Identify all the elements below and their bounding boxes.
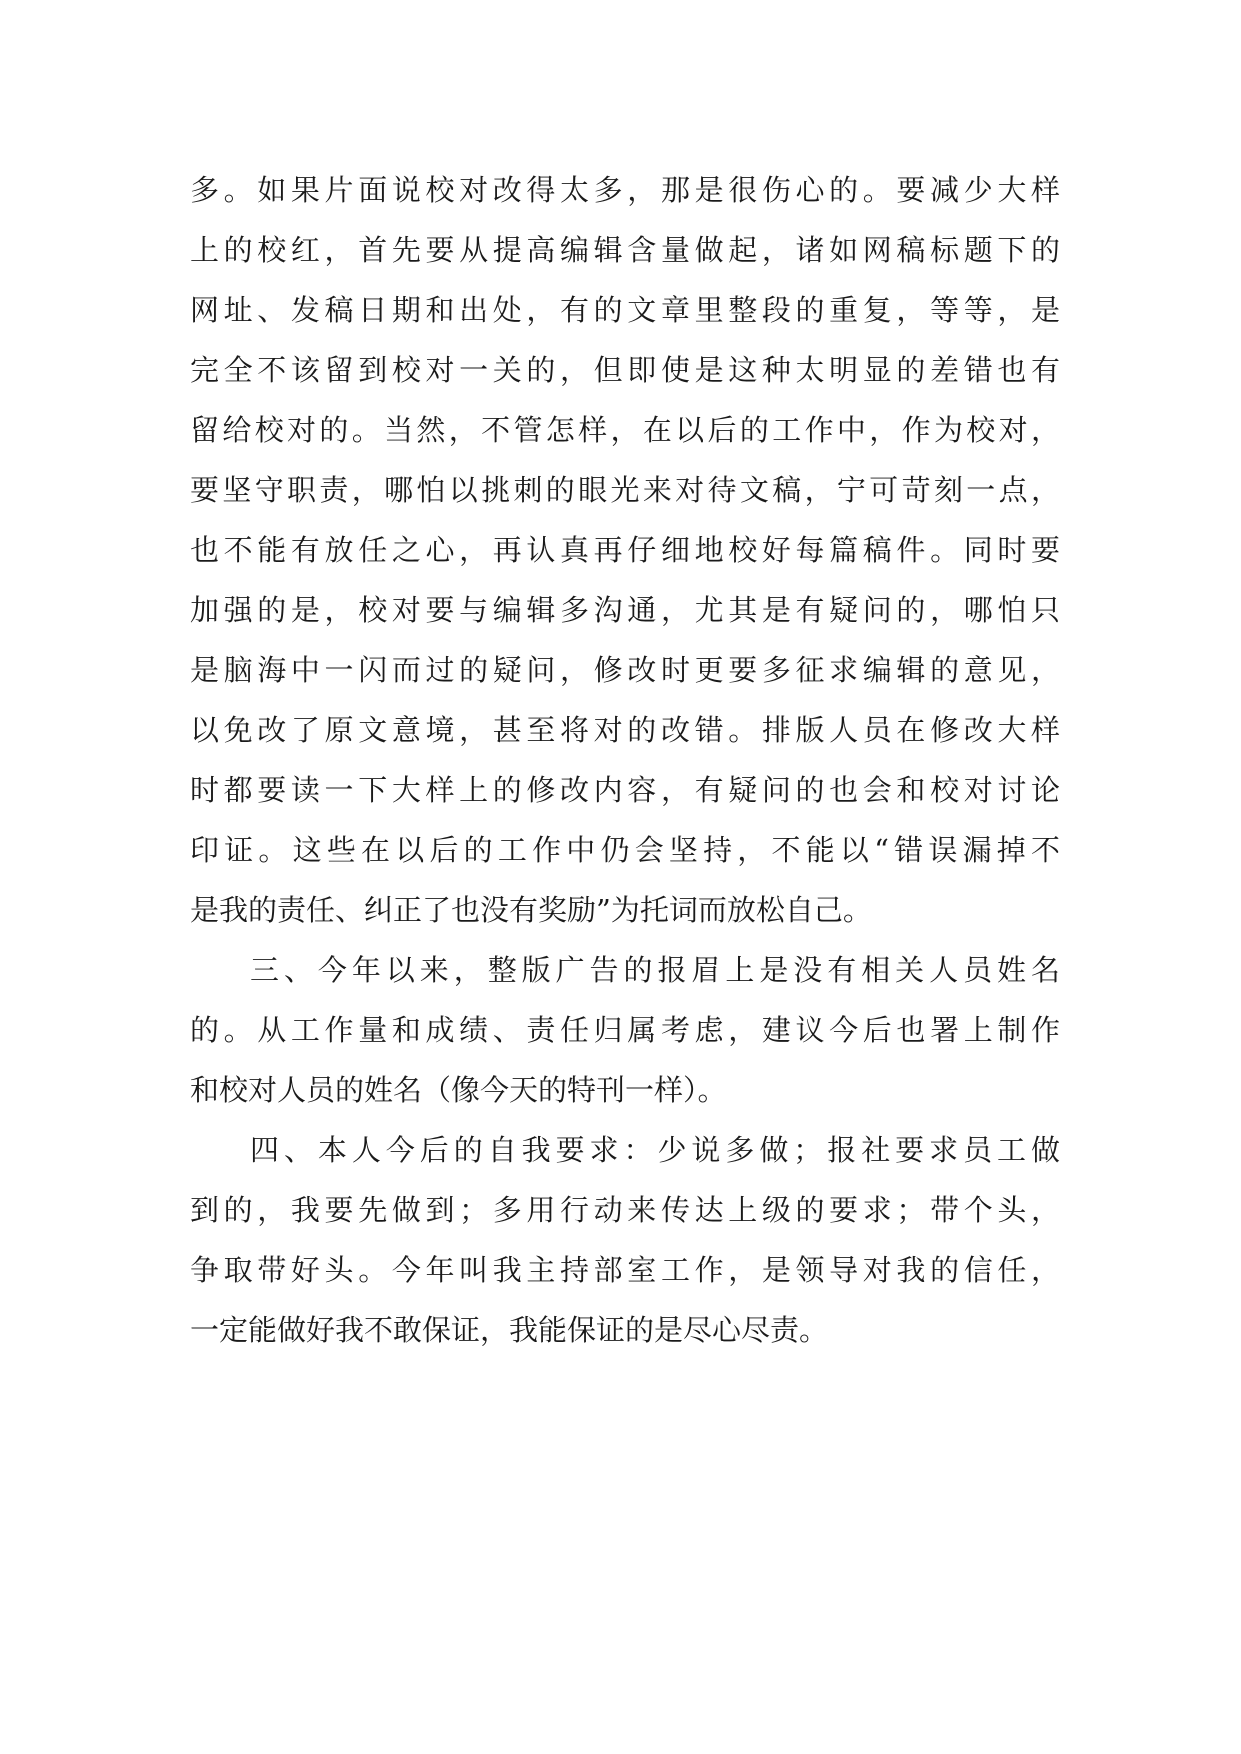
text-line: 一定能做好我不敢保证，我能保证的是尽心尽责。 bbox=[190, 1313, 829, 1347]
text-line: 留给校对的。当然，不管怎样，在以后的工作中，作为校对， bbox=[190, 413, 1060, 447]
text-line: 网址、发稿日期和出处，有的文章里整段的重复，等等，是 bbox=[190, 293, 1060, 327]
text-line: 多。如果片面说校对改得太多，那是很伤心的。要减少大样 bbox=[190, 173, 1060, 207]
text-line: 要坚守职责，哪怕以挑刺的眼光来对待文稿，宁可苛刻一点， bbox=[190, 473, 1060, 507]
text-line: 的。从工作量和成绩、责任归属考虑，建议今后也署上制作 bbox=[190, 1013, 1060, 1047]
text-line: 到的，我要先做到；多用行动来传达上级的要求；带个头， bbox=[190, 1193, 1060, 1227]
text-line: 时都要读一下大样上的修改内容，有疑问的也会和校对讨论 bbox=[190, 773, 1060, 807]
text-line: 以免改了原文意境，甚至将对的改错。排版人员在修改大样 bbox=[190, 713, 1060, 747]
text-line: 争取带好头。今年叫我主持部室工作，是领导对我的信任， bbox=[190, 1253, 1060, 1287]
text-line: 印证。这些在以后的工作中仍会坚持，不能以“错误漏掉不 bbox=[190, 833, 1060, 867]
text-line: 是我的责任、纠正了也没有奖励”为托词而放松自己。 bbox=[190, 893, 872, 927]
text-line: 四、本人今后的自我要求：少说多做；报社要求员工做 bbox=[250, 1133, 1060, 1167]
text-line: 和校对人员的姓名（像今天的特刊一样）。 bbox=[190, 1073, 727, 1107]
text-line: 上的校红，首先要从提高编辑含量做起，诸如网稿标题下的 bbox=[190, 233, 1060, 267]
text-line: 三、今年以来，整版广告的报眉上是没有相关人员姓名 bbox=[250, 953, 1060, 987]
text-line: 完全不该留到校对一关的，但即使是这种太明显的差错也有 bbox=[190, 353, 1060, 387]
text-line: 是脑海中一闪而过的疑问，修改时更要多征求编辑的意见， bbox=[190, 653, 1060, 687]
text-line: 加强的是，校对要与编辑多沟通，尤其是有疑问的，哪怕只 bbox=[190, 593, 1060, 627]
body-text bbox=[190, 160, 1060, 1360]
text-line: 也不能有放任之心，再认真再仔细地校好每篇稿件。同时要 bbox=[190, 533, 1060, 567]
